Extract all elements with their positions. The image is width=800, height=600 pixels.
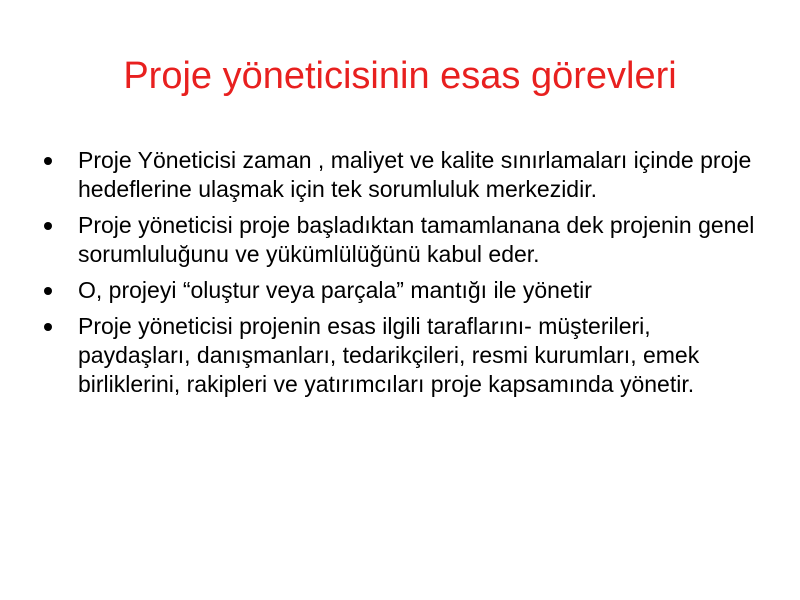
bullet-item [40, 211, 760, 269]
bullet-list [40, 146, 760, 406]
bullet-text: O, projeyi “oluştur veya parçala” mantığı ile yönetir [78, 277, 592, 303]
bullet-text: Proje yöneticisi proje başladıktan tamamlanana dek projenin genel sorumluluğunu ve yükümlülüğünü kabul eder. [78, 212, 755, 267]
bullet-text: Proje Yöneticisi zaman , maliyet ve kalite sınırlamaları içinde proje hedeflerine ulaşmak için tek sorumluluk merkezidir. [78, 147, 752, 202]
slide-title: Proje yöneticisinin esas görevleri [123, 55, 677, 97]
bullet-icon [44, 287, 52, 295]
bullet-item [40, 312, 760, 399]
bullet-text: Proje yöneticisi projenin esas ilgili taraflarını- müşterileri, paydaşları, danışmanları, tedarikçileri, resmi kurumları, emek birliklerini, rakipleri ve yatırımcıları proje kapsamında yönetir. [78, 313, 700, 397]
bullet-item [40, 146, 760, 204]
bullet-icon [44, 222, 52, 230]
bullet-icon [44, 157, 52, 165]
bullet-icon [44, 323, 52, 331]
bullet-item [40, 276, 760, 305]
